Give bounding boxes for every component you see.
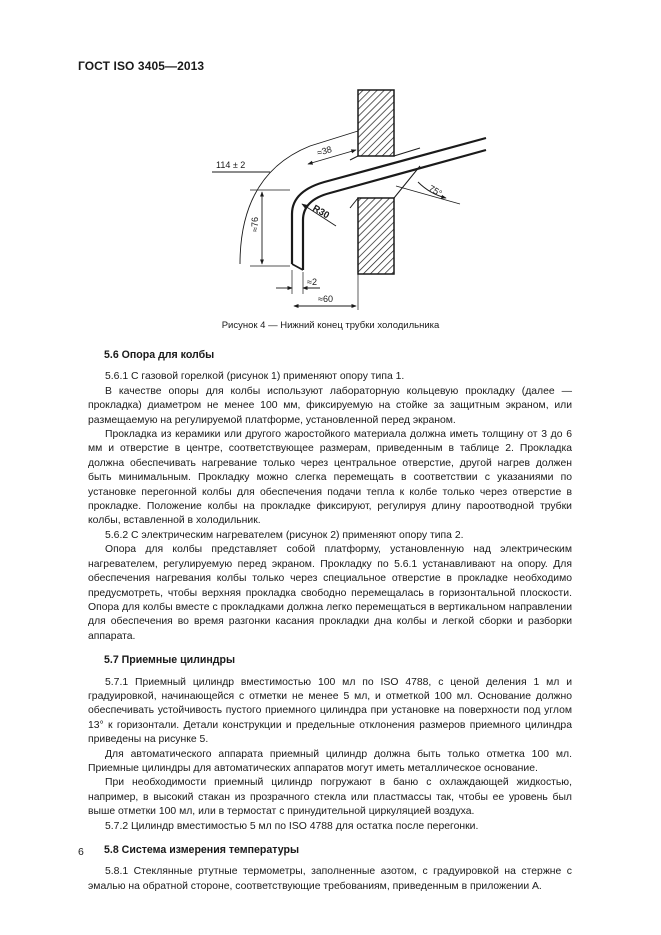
shield-wall [358,90,394,274]
radius-arc-line [240,131,358,264]
paragraph: 5.6.1 С газовой горелкой (рисунок 1) применяют опору типа 1. [105,371,405,383]
dim-76 [250,190,290,266]
paragraph: 5.6.2 С электрическим нагревателем (рисунок 2) применяют опору типа 2. [105,529,464,541]
figure-caption: Рисунок 4 — Нижний конец трубки холодильника [221,320,440,331]
dim-38 [308,144,356,164]
paragraph: 5.7.2 Цилиндр вместимостью 5 мл по ISO 4788 для остатка после перегонки. [105,820,479,832]
section-bulb-support [88,348,572,644]
dim-38-label: ≈38 [315,144,333,158]
paragraph: В качестве опоры для колбы используют лабораторную кольцевую прокладку (далее — прокладка) диаметром не менее 100 мм, фиксируемую на стойке за защитным экраном, или размещаемую на регулируемой платформе, установленной перед экраном. [88,385,572,426]
dim-2-label: ≈2 [307,277,317,287]
section-title: 5.8 Система измерения температуры [104,844,299,856]
main-text [88,348,572,894]
paragraph: При необходимости приемный цилиндр погружают в баню с охлаждающей жидкостью, например, в высокий стакан из прозрачного стекла или пластмассы так, чтобы ее уровень был выше отметки 100 мл, или в термостат с принудительной циркуляцией воздуха. [88,777,572,818]
paragraph: 5.7.1 Приемный цилиндр вместимостью 100 мл по ISO 4788, с ценой деления 1 мл и градуировкой, начинающейся с отметки не менее 5 мл, и отметкой 100 мл. Основание должно обеспечивать устойчивость пустого приемного цилиндра при установке на поверхности под углом 13° к горизонтали. Детали конструкции и предельные отклонения размеров приемного цилиндра приведены на рисунке 5. [88,676,572,746]
dim-2 [276,270,320,294]
paragraph: Опора для колбы представляет собой платформу, установленную над электрическим нагревателем, регулируемую перед экраном. Прокладку по 5.6.1 устанавливают на опору. Для обеспечения нагревания колбы только через специальное отверстие в прокладке необходимо предусмотреть, чтобы верхняя прокладка свободно перемещалась в горизонтальной плоскости. Опора для колбы вместе с прокладками должна легко перемещаться в вертикальном направлении для обеспечения во время разгонки касания прокладки дна колбы и легкой сборки и разборки аппарата. [88,544,572,642]
paragraph: 5.8.1 Стеклянные ртутные термометры, заполненные азотом, с градуировкой на стержне с эмалью на обратной стороне, соответствующие требованиям, приведенным в приложении А. [88,866,572,892]
dim-60-label: ≈60 [318,294,333,304]
dim-114 [212,160,270,172]
section-temperature-system [88,843,572,894]
paragraph: Прокладка из керамики или другого жаростойкого материала должна иметь толщину от 3 до 6 мм и отверстие в центре, соответствующее размерам, приведенным в таблице 2. Прокладка должна обеспечивать нагревание только через центральное отверстие, другой нагрев должен быть минимальным. Прокладку можно слегка перемещать в соответствии с указаниями по установке перегонной колбы для обеспечения подачи тепла к колбе только через отверстие в прокладке. Положение колбы на прокладке фиксируют, регулируя длину пароотводной трубки колбы, вставленной в холодильник. [88,429,572,527]
section-title: 5.7 Приемные цилиндры [104,654,236,667]
figure-condenser-tube-end [190,86,490,314]
dim-60 [294,274,358,310]
dim-75deg-label: 75° [427,183,444,199]
page-number: 6 [78,846,84,858]
dim-r30-label: R30 [310,203,332,222]
section-receiving-cylinders [88,653,572,834]
document-code: ГОСТ ISO 3405—2013 [78,59,205,73]
section-title: 5.6 Опора для колбы [104,349,215,361]
paragraph: Для автоматического аппарата приемный цилиндр должна быть только отметка 100 мл. Приемные цилиндры для автоматических аппаратов могут иметь металлическое основание. [88,748,572,774]
dim-114-label: 114 ± 2 [216,160,246,170]
dim-75deg [396,182,460,204]
condenser-tube-drawing [190,86,490,314]
dim-76-label: ≈76 [250,217,260,232]
